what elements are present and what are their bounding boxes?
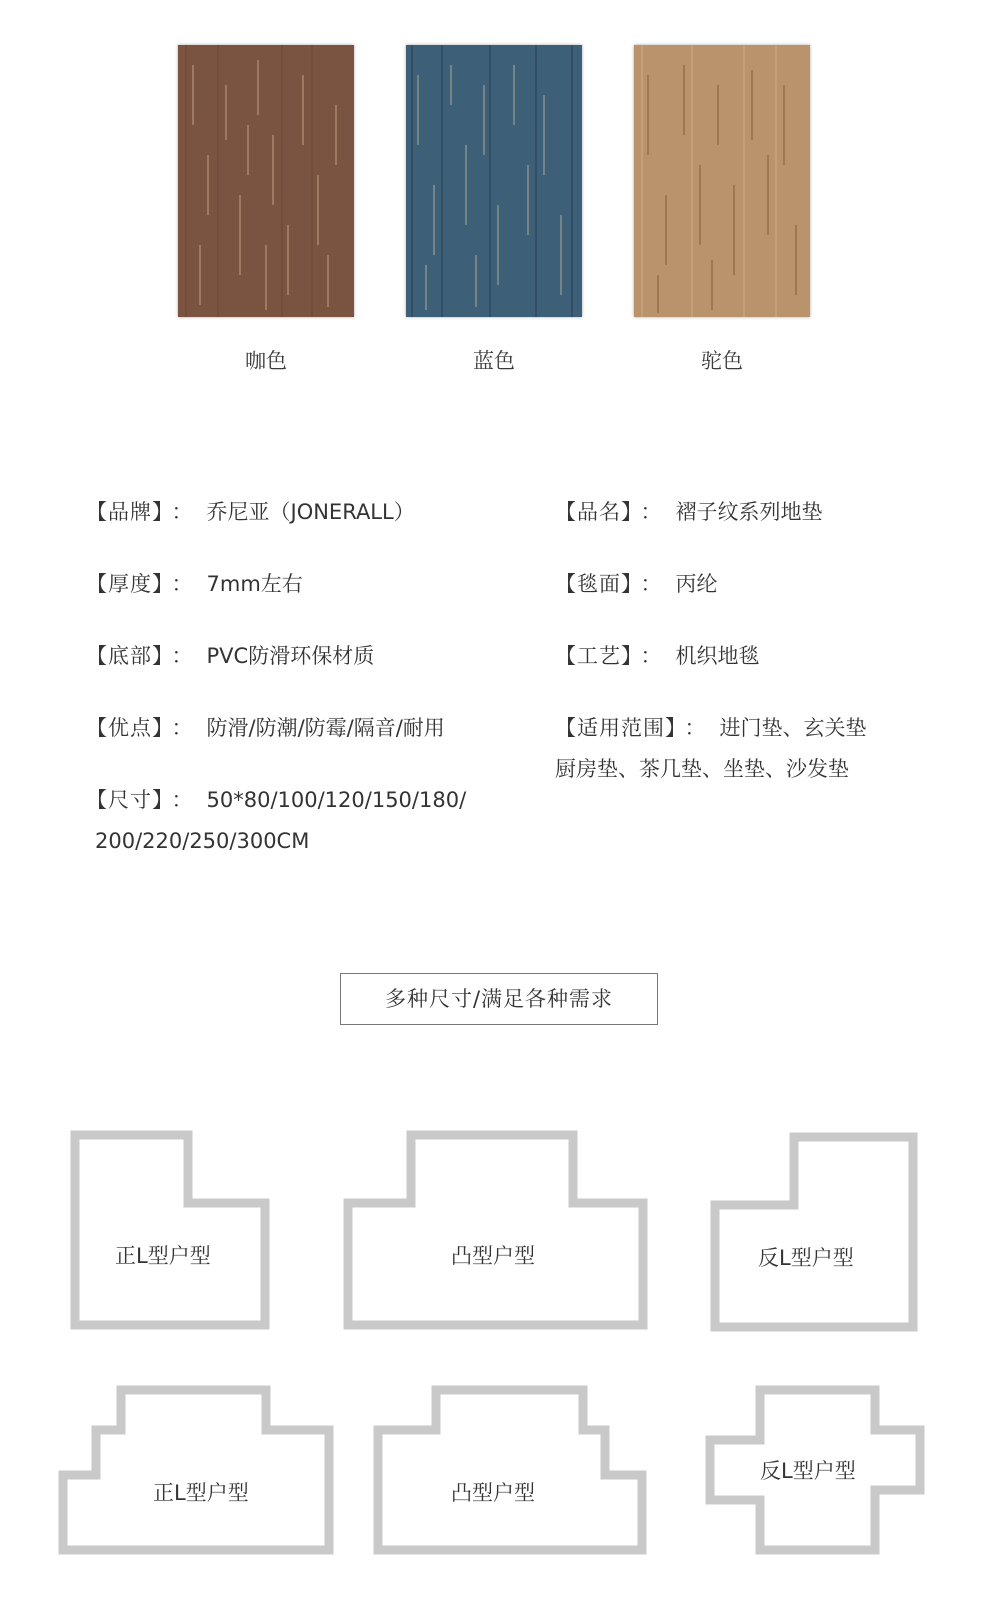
floorplan-convex-label: 凸型户型: [451, 1244, 535, 1268]
swatch-camel-texture: [634, 45, 810, 317]
spec-craft-sep: ：: [640, 644, 662, 668]
spec-sizes: [86, 780, 466, 862]
spec-brand-value: 乔尼亚（JONERALL）: [206, 500, 415, 524]
spec-thickness: [86, 564, 303, 605]
floorplan-convex-outline: [343, 1130, 648, 1330]
spec-sizes-key: 【尺寸】: [86, 788, 164, 812]
spec-features-sep: ：: [171, 716, 193, 740]
spec-base-sep: ：: [171, 644, 193, 668]
swatch-coffee[interactable]: [178, 45, 354, 317]
spec-craft-key: 【工艺】: [555, 644, 633, 668]
floorplan-stepped-1-outline: [58, 1385, 334, 1555]
spec-usage-key: 【适用范围】: [555, 716, 677, 740]
spec-base: [86, 636, 374, 677]
spec-product-name: [555, 492, 823, 533]
spec-brand-key: 【品牌】: [86, 500, 164, 524]
floorplan-l-right-label: 反L型户型: [758, 1246, 854, 1270]
swatch-coffee-label: 咖色: [245, 349, 287, 373]
spec-usage: [555, 708, 867, 790]
floorplan-l-right-outline: [710, 1132, 918, 1332]
spec-product-name-value: 褶子纹系列地垫: [675, 500, 823, 524]
floorplan-stepped-2-outline: [373, 1385, 647, 1555]
floorplan-l-left-outline: [70, 1130, 270, 1330]
spec-usage-sep: ：: [684, 716, 706, 740]
spec-base-value: PVC防滑环保材质: [206, 644, 375, 668]
floorplan-l-left-label: 正L型户型: [115, 1244, 211, 1268]
spec-brand-sep: ：: [171, 500, 193, 524]
spec-features-value: 防滑/防潮/防霉/隔音/耐用: [206, 716, 445, 740]
spec-sizes-value-line2: 200/220/250/300CM: [95, 829, 310, 853]
spec-sizes-sep: ：: [171, 788, 193, 812]
spec-sizes-value: 50*80/100/120/150/180/: [206, 788, 467, 812]
spec-thickness-key: 【厚度】: [86, 572, 164, 596]
floorplan-cross-label: 反L型户型: [760, 1459, 856, 1483]
swatch-camel-label: 驼色: [701, 349, 743, 373]
spec-surface-key: 【毯面】: [555, 572, 633, 596]
floorplan-stepped-1-label: 正L型户型: [153, 1481, 249, 1505]
spec-craft-value: 机织地毯: [675, 644, 760, 668]
swatch-blue[interactable]: [406, 45, 582, 317]
swatch-camel[interactable]: [634, 45, 810, 317]
spec-features-key: 【优点】: [86, 716, 164, 740]
spec-surface: [555, 564, 718, 605]
swatch-blue-texture: [406, 45, 582, 317]
spec-product-name-key: 【品名】: [555, 500, 633, 524]
spec-surface-sep: ：: [640, 572, 662, 596]
spec-surface-value: 丙纶: [675, 572, 718, 596]
spec-thickness-sep: ：: [171, 572, 193, 596]
spec-usage-value-line2: 厨房垫、茶几垫、坐垫、沙发垫: [555, 757, 849, 781]
floorplan-stepped-2-label: 凸型户型: [451, 1481, 535, 1505]
spec-features: [86, 708, 445, 749]
swatch-coffee-texture: [178, 45, 354, 317]
spec-base-key: 【底部】: [86, 644, 164, 668]
section-heading: 多种尺寸/满足各种需求: [340, 973, 658, 1025]
spec-thickness-value: 7mm左右: [206, 572, 303, 596]
spec-brand: [86, 492, 415, 533]
spec-craft: [555, 636, 760, 677]
spec-product-name-sep: ：: [640, 500, 662, 524]
spec-usage-value: 进门垫、玄关垫: [719, 716, 867, 740]
swatch-blue-label: 蓝色: [473, 349, 515, 373]
